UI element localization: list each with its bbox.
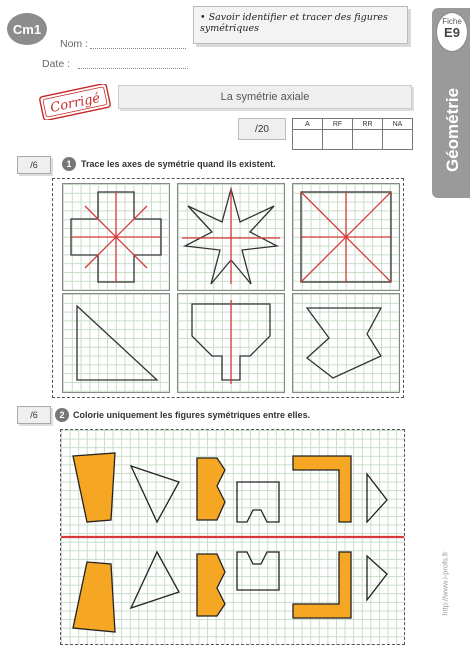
score-total: /20 xyxy=(238,118,286,140)
shape-corner-top xyxy=(293,456,351,522)
eval-cell-rf[interactable] xyxy=(323,130,353,150)
eval-cell-a[interactable] xyxy=(293,130,323,150)
fiche-badge xyxy=(436,12,468,52)
grid-square xyxy=(292,183,400,291)
shape-notch-top xyxy=(197,458,225,520)
shape-triangle-bottom xyxy=(131,552,179,608)
shape-arch-bottom xyxy=(237,552,279,590)
level-badge: Cm1 xyxy=(7,13,47,45)
evaluation-table xyxy=(292,118,413,150)
exercise1-instruction: Trace les axes de symétrie quand ils existent. xyxy=(81,159,276,169)
grid-triangle xyxy=(62,293,170,393)
name-label: Nom : xyxy=(60,38,89,50)
grid-exercise2 xyxy=(60,429,405,645)
grid-star xyxy=(177,183,285,291)
shape-triangle-top xyxy=(131,466,179,522)
eval-header-rr: RR xyxy=(353,119,383,130)
shape-quad-top xyxy=(73,453,115,522)
fiche-label: Fiche xyxy=(442,17,462,26)
exercise1-number: 1 xyxy=(62,157,76,171)
page-title: La symétrie axiale xyxy=(118,85,412,109)
shape-arrow-bottom xyxy=(367,556,387,600)
shape-arch-top xyxy=(237,482,279,522)
objective-bullet: • xyxy=(200,12,209,23)
eval-cell-rr[interactable] xyxy=(353,130,383,150)
date-field[interactable] xyxy=(78,58,188,69)
eval-header-rf: RF xyxy=(323,119,353,130)
eval-header-a: A xyxy=(293,119,323,130)
footer-url[interactable]: http://www.i-profs.fr xyxy=(440,550,450,616)
shape-quad-bottom xyxy=(73,562,115,632)
shape-arrow-top xyxy=(367,474,387,522)
shape-corner-bottom xyxy=(293,552,351,618)
exercise2-number: 2 xyxy=(55,408,69,422)
shape-notch-bottom xyxy=(197,554,225,616)
fiche-number: E9 xyxy=(444,25,460,40)
eval-cell-na[interactable] xyxy=(383,130,413,150)
exercise2-instruction: Colorie uniquement les figures symétriques entre elles. xyxy=(73,410,311,420)
objective-box xyxy=(193,6,408,44)
corrige-stamp xyxy=(37,84,113,120)
subject-label: Géométrie xyxy=(443,87,462,173)
exercise2-score: /6 xyxy=(17,406,51,424)
eval-header-na: NA xyxy=(383,119,413,130)
grid-cross xyxy=(62,183,170,291)
grid-vase xyxy=(177,293,285,393)
exercise1-score: /6 xyxy=(17,156,51,174)
name-field[interactable] xyxy=(90,38,186,49)
grid-flag xyxy=(292,293,400,393)
objective-text: Savoir identifier et tracer des figures symétriques xyxy=(200,12,388,34)
date-label: Date : xyxy=(42,58,71,70)
corrige-text: Corrigé xyxy=(49,90,102,117)
